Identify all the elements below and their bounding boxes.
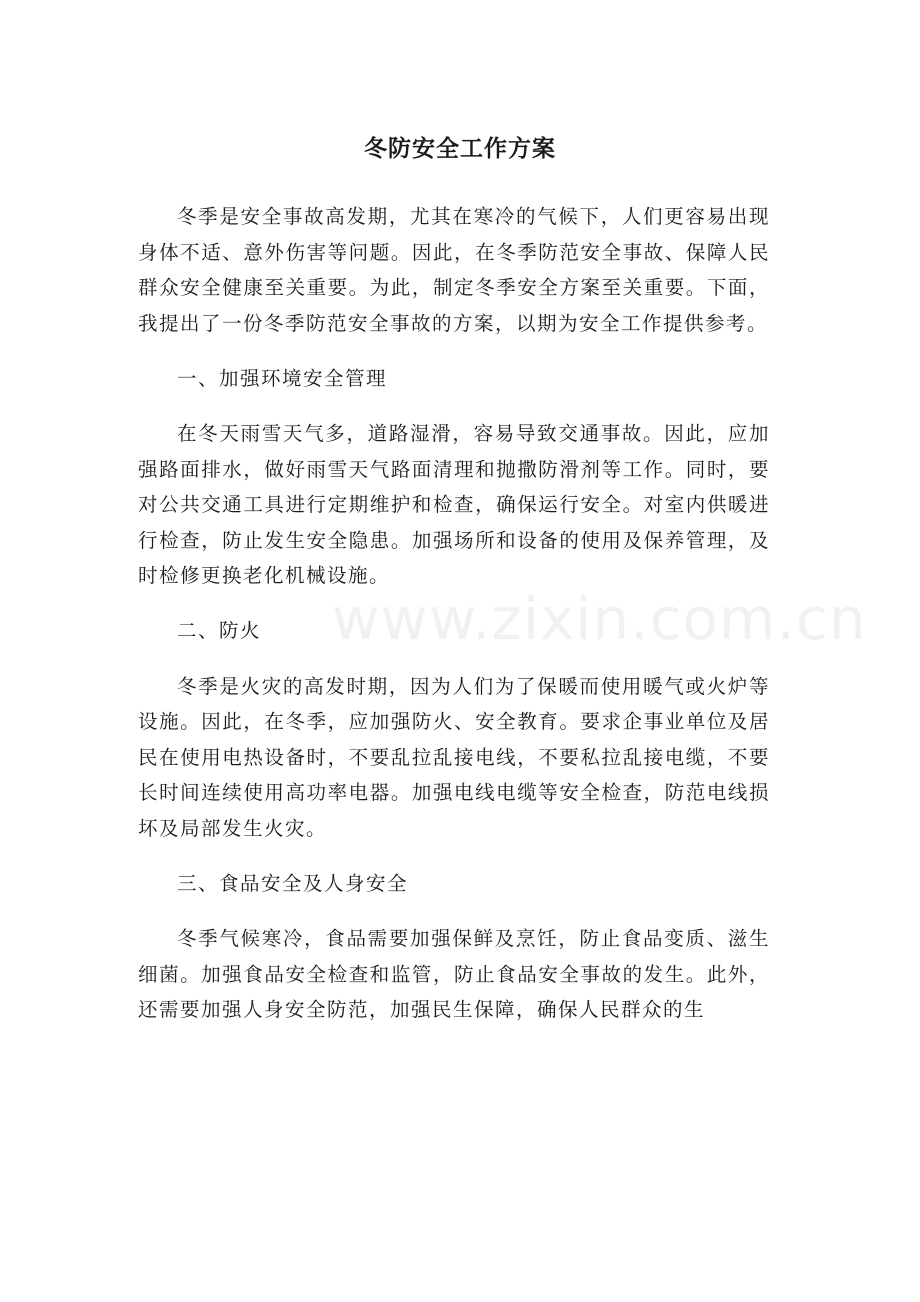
watermark: www.zixin.com.cn [332, 585, 867, 653]
document-title: 冬防安全工作方案 [364, 136, 556, 162]
section-heading-fire: 二、防火 [177, 619, 262, 643]
intro-paragraph: 冬季是安全事故高发期，尤其在寒冷的气候下，人们更容易出现身体不适、意外伤害等问题。因此，在冬季防范安全事故、保障人民群众安全健康至关重要。为此，制定冬季安全方案至关重要。下面，我提出了一份冬季防范安全事故的方案，以期为安全工作提供参考。 [138, 205, 770, 335]
section-heading-environment: 一、加强环境安全管理 [177, 366, 388, 390]
document-body [138, 199, 770, 1047]
section-heading-food-safety: 三、食品安全及人身安全 [177, 872, 409, 895]
section-paragraph-fire: 冬季是火灾的高发时期，因为人们为了保暖而使用暖气或火炉等设施。因此，在冬季，应加强防火、安全教育。要求企事业单位及居民在使用电热设备时，不要乱拉乱接电线，不要私拉乱接电缆，不要长时间连续使用高功率电器。加强电线电缆等安全检查，防范电线损坏及局部发生火灾。 [138, 674, 770, 840]
section-paragraph-environment: 在冬天雨雪天气多，道路湿滑，容易导致交通事故。因此，应加强路面排水，做好雨雪天气路面清理和抛撒防滑剂等工作。同时，要对公共交通工具进行定期维护和检查，确保运行安全。对室内供暖进行检查，防止发生安全隐患。加强场所和设备的使用及保养管理，及时检修更换老化机械设施。 [138, 421, 770, 588]
section-paragraph-food-safety: 冬季气候寒冷，食品需要加强保鲜及烹饪，防止食品变质、滋生细菌。加强食品安全检查和监管，防止食品安全事故的发生。此外，还需要加强人身安全防范，加强民生保障，确保人民群众的生 [138, 927, 770, 1022]
